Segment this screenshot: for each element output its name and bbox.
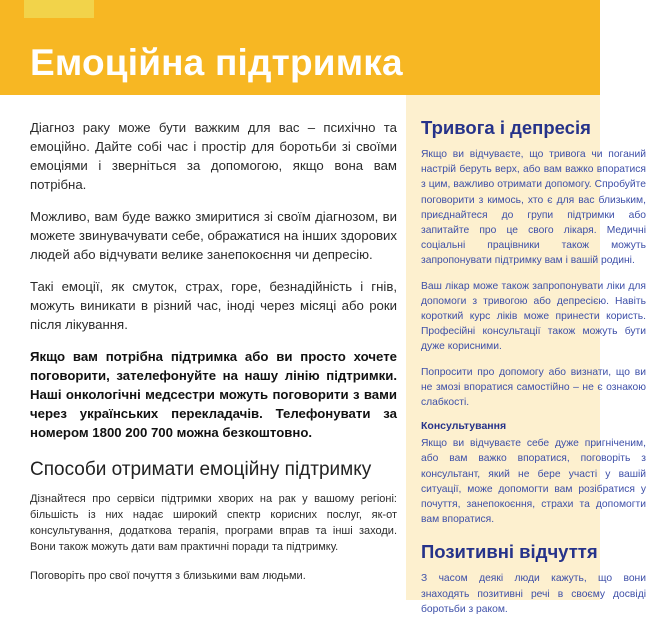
counselling-subheading: Консультування [421,420,507,433]
main-content [30,118,397,597]
emotions-paragraph: Такі емоції, як смуток, страх, горе, безнадійність і гнів, можуть виникати в різний час, іноді через місяці або роки після лікування. [30,279,397,332]
header-banner [0,0,600,95]
ukraine-flag-icon [24,0,94,18]
support-section-heading: Способи отримати емоційну підтримку [30,459,372,480]
positive-feelings-heading: Позитивні відчуття [421,541,598,563]
page-title: Емоційна підтримка [30,42,403,83]
sidebar-panel [406,95,646,615]
anxiety-paragraph: Якщо ви відчуваєте, що тривога чи поганий настрій беруть верх, або вам важко впоратися з цим, важливо отримати допомогу. Спробуйте поговорити з кимось, хто є для вас близьким, приєднайтеся до групи підтримки або запитайте про це свого лікаря. Медичні соціальні працівники також можуть запропонувати підтримку вам і вашій родині. [421,149,646,267]
asking-help-paragraph: Попросити про допомогу або визнати, що ви не змозі впоратися самостійно – не є ознакою слабкості. [421,366,646,409]
positive-paragraph: З часом деякі люди кажуть, що вони знаходять позитивні речі в своєму досвіді боротьби з раком. [421,573,646,615]
hotline-paragraph: Якщо вам потрібна підтримка або ви просто хочете поговорити, зателефонуйте на нашу лінію підтримки. Наші онкологічні медсестри можуть поговорити з вами через українських перекладачів. Телефонувати за номером 1800 200 700 можна безкоштовно. [30,349,397,440]
support-services-paragraph: Дізнайтеся про сервіси підтримки хворих на рак у вашому регіоні: більшість із них надає широкий спектр корисних послуг, як-от консультування, додаткова терапія, програми вправ та інші заходи. Вони також можуть дати вам практичні поради та підтримку. [30,493,397,553]
intro-paragraph: Діагноз раку може бути важким для вас – психічно та емоційно. Дайте собі час і простір для боротьби зі своїми емоціями і зверніться за допомогою, якщо вона вам потрібна. [30,120,397,192]
counselling-paragraph: Якщо ви відчуваєте себе дуже пригніченим, або вам важко впоратися, поговоріть з консультант, який не бере участі у вашій ситуації, може допомогти вам розібратися у почуття, занепокоєння, страхи та допомогти вам впоратися. [421,438,646,526]
anxiety-depression-heading: Тривога і депресія [421,117,591,138]
diagnosis-paragraph: Можливо, вам буде важко змиритися зі своїм діагнозом, ви можете звинувачувати себе, ображатися на інших здорових людей або відчувати велике занепокоєння чи депресію. [30,209,397,262]
medication-paragraph: Ваш лікар може також запропонувати ліки для допомоги з тривогою або депресією. Навіть короткий курс ліків може принести користь. Професійні консультації також можуть бути дуже корисними. [421,280,646,353]
talk-feelings-paragraph: Поговоріть про свої почуття з близькими вам людьми. [30,570,306,582]
